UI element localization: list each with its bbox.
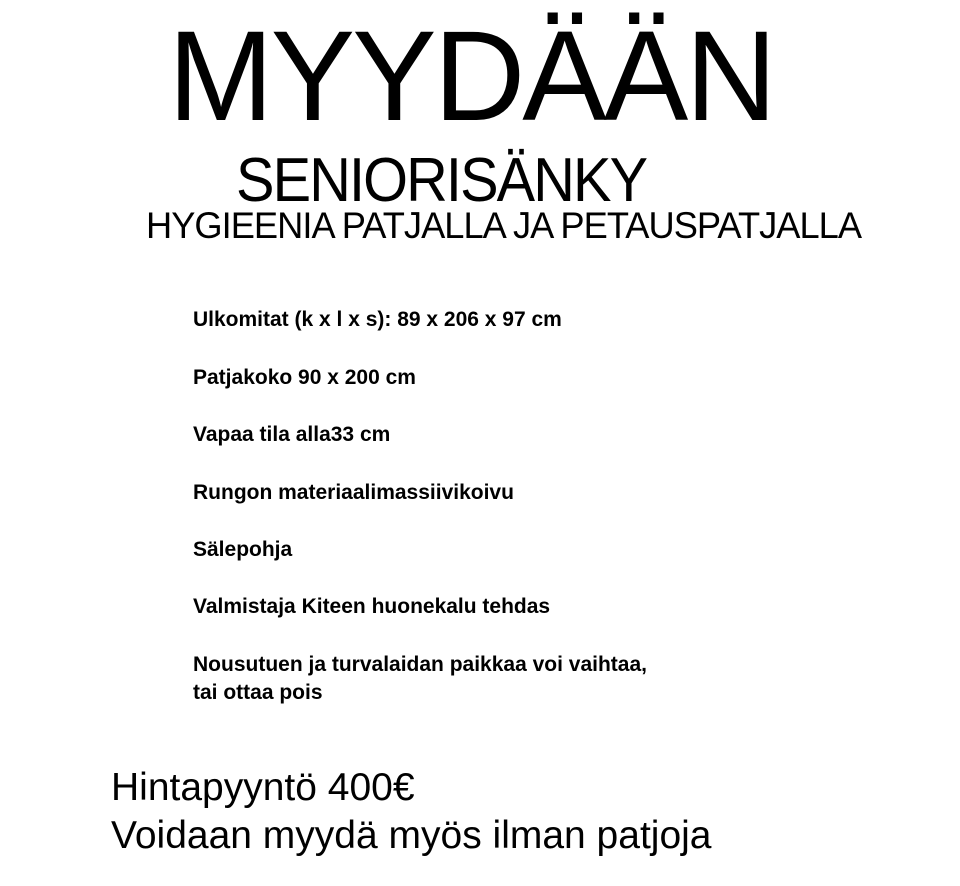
spec-slat-base: Sälepohja (193, 538, 293, 561)
sale-note: Voidaan myydä myös ilman patjoja (111, 814, 712, 857)
spec-material: Rungon materiaalimassiivikoivu (193, 481, 514, 504)
spec-manufacturer: Valmistaja Kiteen huonekalu tehdas (193, 595, 551, 618)
spec-dimensions: Ulkomitat (k x l x s): 89 x 206 x 97 cm (193, 308, 562, 331)
spec-mattress-size: Patjakoko 90 x 200 cm (193, 366, 416, 389)
page-title: MYYDÄÄN (168, 5, 774, 148)
tagline: HYGIEENIA PATJALLA JA PETAUSPATJALLA (146, 205, 862, 246)
spec-adjustable-rails-cont: tai ottaa pois (193, 681, 323, 704)
spec-adjustable-rails: Nousutuen ja turvalaidan paikkaa voi vaihtaa, (193, 653, 647, 676)
product-name: SENIORISÄNKY (236, 146, 647, 215)
spec-clearance: Vapaa tila alla33 cm (193, 423, 391, 446)
asking-price: Hintapyyntö 400€ (111, 766, 415, 809)
